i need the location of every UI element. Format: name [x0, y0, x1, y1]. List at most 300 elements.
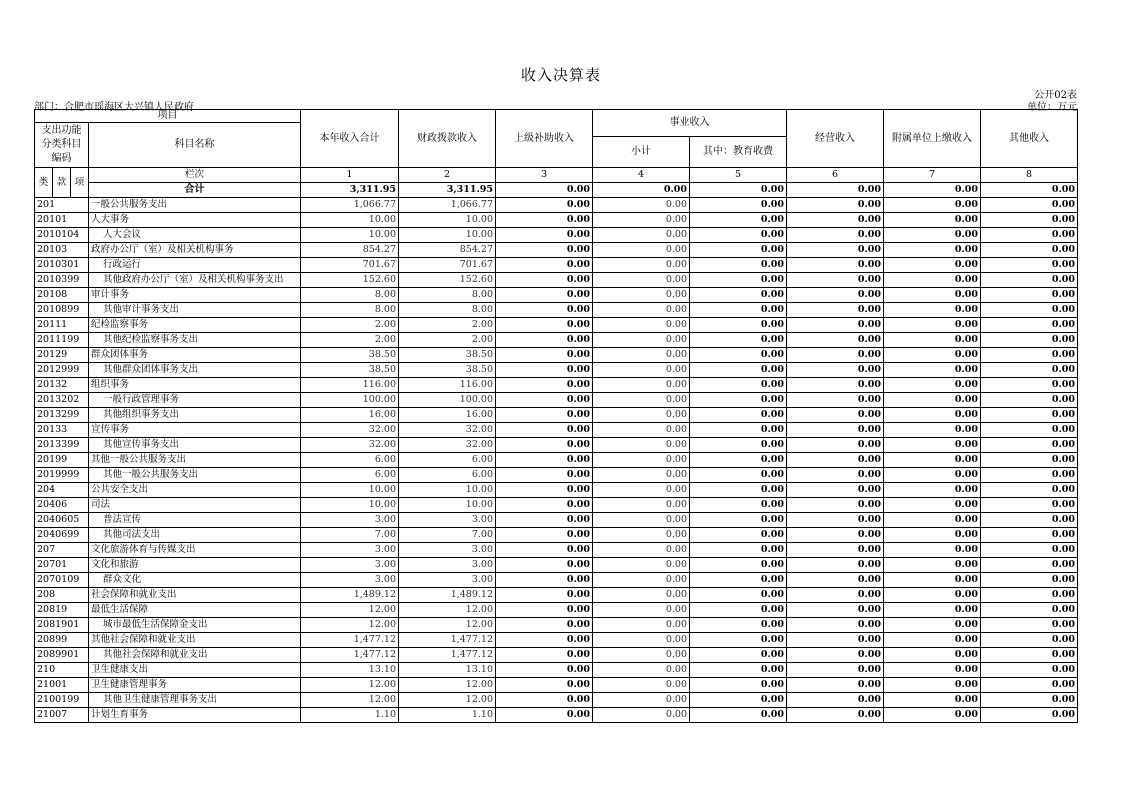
cell-value: 6.00: [301, 468, 399, 483]
cell-value: 1.10: [301, 708, 399, 723]
cell-value: 0.00: [593, 678, 690, 693]
subject-name: 其他卫生健康管理事务支出: [89, 693, 301, 708]
header-lei: 类: [35, 168, 53, 198]
table-row: [35, 318, 1078, 333]
cell-value: 1,477.12: [301, 633, 399, 648]
cell-value: 0.00: [787, 378, 884, 393]
cell-value: 0.00: [593, 528, 690, 543]
subject-name: 计划生育事务: [89, 708, 301, 723]
cell-value: 0.00: [981, 528, 1078, 543]
cell-value: 0.00: [496, 423, 593, 438]
subject-name: 文化和旅游: [89, 558, 301, 573]
subject-name: 普法宣传: [89, 513, 301, 528]
table-row: [35, 498, 1078, 513]
cell-value: 152.60: [301, 273, 399, 288]
cell-value: 0.00: [981, 393, 1078, 408]
cell-value: 116.00: [399, 378, 496, 393]
cell-value: 0.00: [787, 468, 884, 483]
cell-value: 0.00: [981, 588, 1078, 603]
cell-value: 32.00: [301, 438, 399, 453]
cell-value: 0.00: [787, 663, 884, 678]
cell-value: 0.00: [496, 618, 593, 633]
cell-value: 0.00: [496, 693, 593, 708]
total-value: 0.00: [884, 183, 981, 198]
subject-name: 政府办公厅（室）及相关机构事务: [89, 243, 301, 258]
cell-value: 8.00: [301, 303, 399, 318]
table-row: [35, 633, 1078, 648]
cell-value: 0.00: [593, 693, 690, 708]
subject-name: 其他宣传事务支出: [89, 438, 301, 453]
subject-name: 群众团体事务: [89, 348, 301, 363]
cell-value: 0.00: [593, 588, 690, 603]
table-row: [35, 348, 1078, 363]
cell-value: 0.00: [690, 468, 787, 483]
cell-value: 8.00: [301, 288, 399, 303]
report-title: 收入决算表: [520, 66, 601, 84]
cell-value: 0.00: [981, 423, 1078, 438]
cell-value: 0.00: [981, 228, 1078, 243]
cell-value: 152.60: [399, 273, 496, 288]
cell-value: 10.00: [399, 498, 496, 513]
cell-value: 0.00: [496, 243, 593, 258]
subject-code: 2040699: [35, 528, 89, 543]
total-value: 3,311.95: [301, 183, 399, 198]
cell-value: 0.00: [787, 288, 884, 303]
cell-value: 0.00: [884, 633, 981, 648]
cell-value: 0.00: [496, 648, 593, 663]
table-row: [35, 588, 1078, 603]
table-row: [35, 378, 1078, 393]
cell-value: 0.00: [690, 498, 787, 513]
table-row: [35, 468, 1078, 483]
cell-value: 7.00: [301, 528, 399, 543]
cell-value: 0.00: [496, 213, 593, 228]
cell-value: 0.00: [496, 393, 593, 408]
cell-value: 2.00: [399, 318, 496, 333]
cell-value: 0.00: [690, 573, 787, 588]
cell-value: 0.00: [787, 678, 884, 693]
cell-value: 0.00: [593, 648, 690, 663]
subject-name: 社会保障和就业支出: [89, 588, 301, 603]
subject-code: 2019999: [35, 468, 89, 483]
cell-value: 3.00: [399, 513, 496, 528]
cell-value: 0.00: [690, 348, 787, 363]
cell-value: 6.00: [301, 453, 399, 468]
cell-value: 0.00: [884, 663, 981, 678]
subject-code: 20111: [35, 318, 89, 333]
subject-code: 21001: [35, 678, 89, 693]
cell-value: 0.00: [981, 258, 1078, 273]
cell-value: 0.00: [981, 648, 1078, 663]
total-label: 合计: [89, 183, 301, 198]
cell-value: 0.00: [787, 618, 884, 633]
subject-code: 2089901: [35, 648, 89, 663]
table-row: [35, 288, 1078, 303]
subject-name: 一般公共服务支出: [89, 198, 301, 213]
table-row: [35, 693, 1078, 708]
cell-value: 116.00: [301, 378, 399, 393]
subject-code: 2012999: [35, 363, 89, 378]
cell-value: 0.00: [787, 453, 884, 468]
cell-value: 0.00: [496, 543, 593, 558]
cell-value: 0.00: [884, 198, 981, 213]
table-row: [35, 333, 1078, 348]
cell-value: 0.00: [690, 408, 787, 423]
cell-value: 0.00: [496, 678, 593, 693]
table-row: [35, 558, 1078, 573]
cell-value: 1,489.12: [399, 588, 496, 603]
cell-value: 38.50: [301, 348, 399, 363]
cell-value: 0.00: [690, 528, 787, 543]
cell-value: 0.00: [981, 708, 1078, 723]
cell-value: 0.00: [496, 453, 593, 468]
cell-value: 0.00: [787, 303, 884, 318]
cell-value: 13.10: [301, 663, 399, 678]
cell-value: 2.00: [399, 333, 496, 348]
total-value: 0.00: [496, 183, 593, 198]
cell-value: 0.00: [981, 483, 1078, 498]
subject-name: 人大事务: [89, 213, 301, 228]
table-row: [35, 213, 1078, 228]
cell-value: 2.00: [301, 333, 399, 348]
header-kuan: 款: [53, 168, 71, 198]
cell-value: 0.00: [981, 348, 1078, 363]
cell-value: 10.00: [399, 228, 496, 243]
cell-value: 1,477.12: [399, 633, 496, 648]
cell-value: 0.00: [593, 573, 690, 588]
subject-code: 2081901: [35, 618, 89, 633]
cell-value: 7.00: [399, 528, 496, 543]
cell-value: 0.00: [981, 333, 1078, 348]
cell-value: 0.00: [593, 453, 690, 468]
table-row: [35, 363, 1078, 378]
cell-value: 0.00: [981, 453, 1078, 468]
cell-value: 32.00: [399, 423, 496, 438]
cell-value: 0.00: [884, 273, 981, 288]
subject-code: 201: [35, 198, 89, 213]
cell-value: 0.00: [690, 423, 787, 438]
cell-value: 32.00: [301, 423, 399, 438]
cell-value: 0.00: [787, 588, 884, 603]
header-operating: 经营收入: [787, 110, 884, 168]
cell-value: 100.00: [301, 393, 399, 408]
cell-value: 0.00: [884, 363, 981, 378]
header-annual-total: 本年收入合计: [301, 110, 399, 168]
cell-value: 1,477.12: [399, 648, 496, 663]
table-row: [35, 273, 1078, 288]
cell-value: 0.00: [496, 558, 593, 573]
column-index-5: 5: [690, 168, 787, 183]
cell-value: 6.00: [399, 453, 496, 468]
header-other: 其他收入: [981, 110, 1078, 168]
subject-code: 2013299: [35, 408, 89, 423]
cell-value: 3.00: [399, 558, 496, 573]
cell-value: 0.00: [884, 348, 981, 363]
cell-value: 0.00: [884, 543, 981, 558]
cell-value: 0.00: [981, 603, 1078, 618]
cell-value: 0.00: [884, 243, 981, 258]
cell-value: 0.00: [884, 573, 981, 588]
subject-code: 20701: [35, 558, 89, 573]
header-subtotal: 小计: [593, 137, 690, 168]
subject-name: 公共安全支出: [89, 483, 301, 498]
cell-value: 0.00: [787, 708, 884, 723]
header-subject-name: 科目名称: [89, 123, 301, 168]
cell-value: 0.00: [787, 243, 884, 258]
cell-value: 0.00: [496, 438, 593, 453]
header-business: 事业收入: [593, 110, 787, 137]
cell-value: 0.00: [981, 198, 1078, 213]
cell-value: 854.27: [301, 243, 399, 258]
subject-name: 其他政府办公厅（室）及相关机构事务支出: [89, 273, 301, 288]
cell-value: 0.00: [787, 393, 884, 408]
column-index-6: 6: [787, 168, 884, 183]
cell-value: 8.00: [399, 288, 496, 303]
cell-value: 0.00: [593, 423, 690, 438]
cell-value: 0.00: [787, 228, 884, 243]
cell-value: 0.00: [496, 513, 593, 528]
cell-value: 0.00: [981, 663, 1078, 678]
subject-code: 2013202: [35, 393, 89, 408]
income-report-table: [34, 109, 1078, 723]
table-row: [35, 618, 1078, 633]
cell-value: 0.00: [884, 603, 981, 618]
cell-value: 2.00: [301, 318, 399, 333]
table-row: [35, 228, 1078, 243]
cell-value: 0.00: [593, 408, 690, 423]
table-row: [35, 648, 1078, 663]
total-value: 0.00: [593, 183, 690, 198]
cell-value: 0.00: [884, 528, 981, 543]
table-row: [35, 543, 1078, 558]
cell-value: 3.00: [301, 543, 399, 558]
cell-value: 0.00: [884, 333, 981, 348]
cell-value: 0.00: [593, 258, 690, 273]
header-item: 项目: [35, 110, 301, 123]
subject-code: 2013399: [35, 438, 89, 453]
form-number: 公开02表: [1034, 90, 1077, 101]
cell-value: 0.00: [593, 663, 690, 678]
column-index-4: 4: [593, 168, 690, 183]
cell-value: 0.00: [981, 213, 1078, 228]
cell-value: 0.00: [787, 198, 884, 213]
cell-value: 0.00: [690, 708, 787, 723]
subject-code: 2010301: [35, 258, 89, 273]
cell-value: 0.00: [884, 393, 981, 408]
cell-value: 0.00: [981, 468, 1078, 483]
subject-code: 208: [35, 588, 89, 603]
cell-value: 0.00: [593, 333, 690, 348]
table-row: [35, 663, 1078, 678]
cell-value: 0.00: [690, 453, 787, 468]
cell-value: 0.00: [884, 438, 981, 453]
table-header: [35, 110, 1078, 168]
cell-value: 0.00: [496, 348, 593, 363]
cell-value: 0.00: [593, 348, 690, 363]
cell-value: 0.00: [690, 663, 787, 678]
table-row: [35, 483, 1078, 498]
subject-name: 审计事务: [89, 288, 301, 303]
subject-code: 2011199: [35, 333, 89, 348]
cell-value: 0.00: [981, 513, 1078, 528]
cell-value: 6.00: [399, 468, 496, 483]
cell-value: 0.00: [787, 438, 884, 453]
cell-value: 0.00: [496, 318, 593, 333]
subject-name: 其他一般公共服务支出: [89, 453, 301, 468]
subject-name: 其他群众团体事务支出: [89, 363, 301, 378]
table-row: [35, 198, 1078, 213]
subject-code: 20103: [35, 243, 89, 258]
cell-value: 0.00: [496, 663, 593, 678]
subject-name: 卫生健康支出: [89, 663, 301, 678]
cell-value: 0.00: [787, 333, 884, 348]
subject-code: 20101: [35, 213, 89, 228]
cell-value: 0.00: [884, 318, 981, 333]
subject-code: 2040605: [35, 513, 89, 528]
subject-code: 2010104: [35, 228, 89, 243]
table-row: [35, 453, 1078, 468]
unit-label: 单位：万元: [1027, 102, 1077, 113]
cell-value: 0.00: [593, 393, 690, 408]
subject-code: 2010399: [35, 273, 89, 288]
cell-value: 8.00: [399, 303, 496, 318]
subject-name: 其他司法支出: [89, 528, 301, 543]
cell-value: 0.00: [981, 678, 1078, 693]
cell-value: 0.00: [690, 678, 787, 693]
cell-value: 0.00: [496, 258, 593, 273]
cell-value: 12.00: [399, 618, 496, 633]
cell-value: 0.00: [690, 618, 787, 633]
cell-value: 0.00: [981, 618, 1078, 633]
cell-value: 0.00: [884, 213, 981, 228]
cell-value: 1.10: [399, 708, 496, 723]
cell-value: 0.00: [690, 363, 787, 378]
subject-code: 20108: [35, 288, 89, 303]
cell-value: 0.00: [981, 363, 1078, 378]
cell-value: 0.00: [593, 708, 690, 723]
cell-value: 12.00: [399, 603, 496, 618]
cell-value: 0.00: [981, 408, 1078, 423]
subject-name: 其他社会保障和就业支出: [89, 648, 301, 663]
cell-value: 0.00: [690, 603, 787, 618]
cell-value: 38.50: [399, 348, 496, 363]
cell-value: 0.00: [496, 483, 593, 498]
cell-value: 0.00: [981, 543, 1078, 558]
cell-value: 0.00: [593, 543, 690, 558]
cell-value: 0.00: [593, 363, 690, 378]
cell-value: 0.00: [981, 318, 1078, 333]
table-row: [35, 603, 1078, 618]
cell-value: 0.00: [496, 588, 593, 603]
cell-value: 16.00: [301, 408, 399, 423]
subject-name: 一般行政管理事务: [89, 393, 301, 408]
cell-value: 38.50: [301, 363, 399, 378]
cell-value: 32.00: [399, 438, 496, 453]
subject-name: 纪检监察事务: [89, 318, 301, 333]
subject-code: 210: [35, 663, 89, 678]
cell-value: 12.00: [399, 693, 496, 708]
cell-value: 0.00: [884, 483, 981, 498]
cell-value: 0.00: [787, 513, 884, 528]
department-label: 部门：合肥市瑶海区大兴镇人民政府: [34, 102, 194, 113]
cell-value: 0.00: [690, 258, 787, 273]
cell-value: 0.00: [496, 198, 593, 213]
cell-value: 10.00: [399, 213, 496, 228]
cell-value: 0.00: [593, 303, 690, 318]
subject-name: 最低生活保障: [89, 603, 301, 618]
subject-name: 组织事务: [89, 378, 301, 393]
cell-value: 701.67: [399, 258, 496, 273]
cell-value: 0.00: [981, 573, 1078, 588]
cell-value: 0.00: [981, 273, 1078, 288]
cell-value: 0.00: [690, 213, 787, 228]
cell-value: 0.00: [787, 558, 884, 573]
subject-name: 其他社会保障和就业支出: [89, 633, 301, 648]
cell-value: 0.00: [981, 303, 1078, 318]
table-row: [35, 438, 1078, 453]
table-body: [35, 168, 1078, 723]
subject-code: 20199: [35, 453, 89, 468]
table-row: [35, 393, 1078, 408]
table-row: [35, 678, 1078, 693]
cell-value: 0.00: [496, 603, 593, 618]
cell-value: 12.00: [301, 693, 399, 708]
total-value: 0.00: [690, 183, 787, 198]
cell-value: 0.00: [593, 228, 690, 243]
cell-value: 0.00: [690, 393, 787, 408]
column-index-3: 3: [496, 168, 593, 183]
cell-value: 0.00: [690, 303, 787, 318]
total-value: 0.00: [981, 183, 1078, 198]
cell-value: 0.00: [787, 573, 884, 588]
cell-value: 0.00: [981, 288, 1078, 303]
cell-value: 0.00: [884, 228, 981, 243]
cell-value: 0.00: [787, 273, 884, 288]
cell-value: 0.00: [884, 453, 981, 468]
header-superior: 上级补助收入: [496, 110, 593, 168]
subject-name: 其他组织事务支出: [89, 408, 301, 423]
subject-name: 宣传事务: [89, 423, 301, 438]
subject-code: 20129: [35, 348, 89, 363]
cell-value: 0.00: [593, 558, 690, 573]
column-index-row: [35, 168, 1078, 183]
cell-value: 0.00: [593, 288, 690, 303]
cell-value: 0.00: [690, 693, 787, 708]
cell-value: 0.00: [593, 243, 690, 258]
cell-value: 0.00: [884, 678, 981, 693]
header-affiliated: 附属单位上缴收入: [884, 110, 981, 168]
cell-value: 0.00: [593, 273, 690, 288]
cell-value: 0.00: [690, 588, 787, 603]
subject-name: 其他审计事务支出: [89, 303, 301, 318]
cell-value: 0.00: [496, 468, 593, 483]
cell-value: 13.10: [399, 663, 496, 678]
cell-value: 0.00: [787, 318, 884, 333]
cell-value: 0.00: [690, 273, 787, 288]
subject-name: 城市最低生活保障金支出: [89, 618, 301, 633]
cell-value: 0.00: [690, 228, 787, 243]
cell-value: 0.00: [690, 198, 787, 213]
cell-value: 0.00: [981, 243, 1078, 258]
subject-name: 行政运行: [89, 258, 301, 273]
cell-value: 0.00: [787, 693, 884, 708]
cell-value: 0.00: [787, 498, 884, 513]
cell-value: 0.00: [593, 498, 690, 513]
cell-value: 0.00: [884, 558, 981, 573]
table-row: [35, 573, 1078, 588]
cell-value: 0.00: [787, 483, 884, 498]
cell-value: 0.00: [787, 543, 884, 558]
